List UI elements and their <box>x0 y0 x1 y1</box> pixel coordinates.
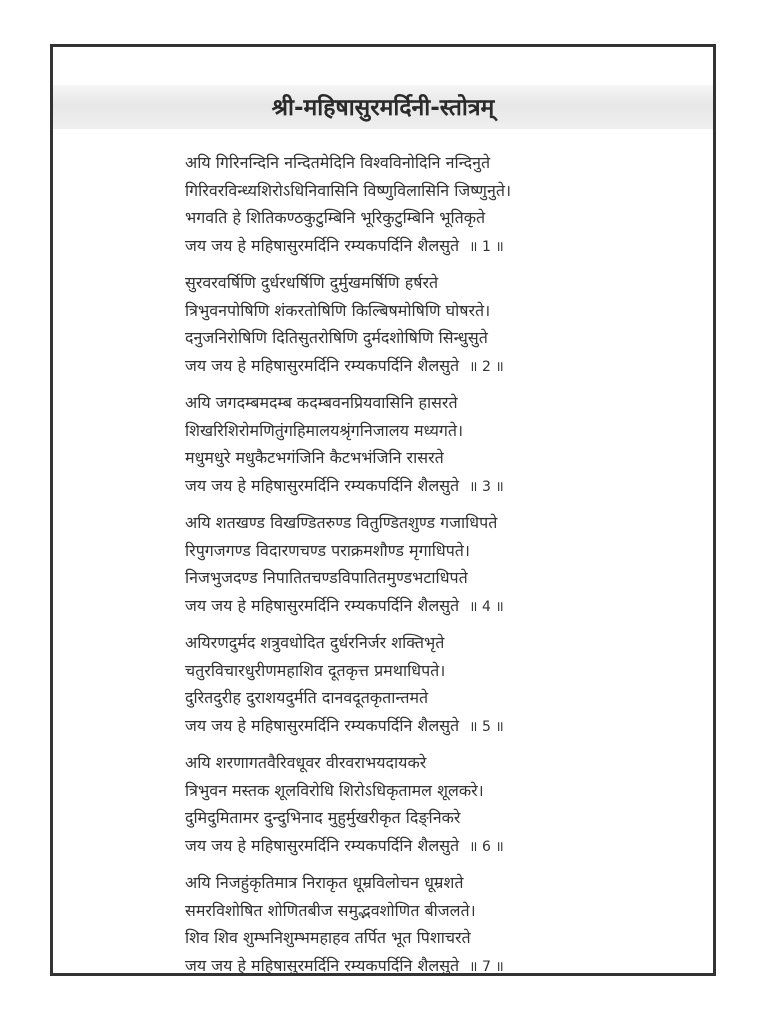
verse-line: त्रिभुवनपोषिणि शंकरतोषिणि किल्बिषमोषिणि घोषरते। <box>185 300 491 320</box>
verse-refrain-line <box>185 952 705 982</box>
verse-line: समरविशोषित शोणितबीज समुद्भवशोणित बीजलते। <box>185 900 476 920</box>
verse-line-text: जय जय हे महिषासुरमर्दिनि रम्यकपर्दिनि शैलसुते <box>185 235 460 255</box>
page-title: श्री-महिषासुरमर्दिनी-स्तोत्रम् <box>271 95 495 121</box>
verse-number: ॥ 5 ॥ <box>469 718 504 735</box>
verse-refrain-line <box>185 592 705 622</box>
verse-refrain-line <box>185 352 705 382</box>
verse-number: ॥ 2 ॥ <box>469 358 504 375</box>
verse-line: मधुमधुरे मधुकैटभगंजिनि कैटभभंजिनि रासरते <box>185 448 444 467</box>
verse-line-text: जय जय हे महिषासुरमर्दिनि रम्यकपर्दिनि शैलसुते <box>185 475 460 495</box>
verse-number: ॥ 6 ॥ <box>469 838 504 855</box>
verse-line-text: जय जय हे महिषासुरमर्दिनि रम्यकपर्दिनि शैलसुते <box>185 955 460 975</box>
verse-line: गिरिवरविन्ध्यशिरोऽधिनिवासिनि विष्णुविलासिनि जिष्णुनुते। <box>185 180 512 200</box>
verse-line: अयि निजहुंकृतिमात्र निराकृत धूम्रविलोचन धूम्रशते <box>185 873 464 892</box>
verse-line: सुरवरवर्षिणि दुर्धरधर्षिणि दुर्मुखमर्षिणि हर्षरते <box>185 273 439 292</box>
verse-number: ॥ 4 ॥ <box>469 598 504 615</box>
verse-line: भगवति हे शितिकण्ठकुटुम्बिनि भूरिकुटुम्बिनि भूतिकृते <box>185 208 486 227</box>
verse-line-text: जय जय हे महिषासुरमर्दिनि रम्यकपर्दिनि शैलसुते <box>185 715 460 735</box>
verse-line: अयि शतखण्ड विखण्डितरुण्ड वितुण्डितशुण्ड गजाधिपते <box>185 513 498 532</box>
verse-line: दनुजनिरोषिणि दितिसुतरोषिणि दुर्मदशोषिणि सिन्धुसुते <box>185 328 488 347</box>
verse-1 <box>185 149 705 261</box>
verse-list <box>185 149 705 989</box>
verse-number: ॥ 7 ॥ <box>469 958 504 975</box>
verse-6 <box>185 749 705 861</box>
verse-line: अयिरणदुर्मद शत्रुवधोदित दुर्धरनिर्जर शक्तिभृते <box>185 633 445 652</box>
verse-line-text: जय जय हे महिषासुरमर्दिनि रम्यकपर्दिनि शैलसुते <box>185 355 460 375</box>
verse-line: अयि जगदम्बमदम्ब कदम्बवनप्रियवासिनि हासरते <box>185 393 458 412</box>
verse-line: रिपुगजगण्ड विदारणचण्ड पराक्रमशौण्ड मृगाधिपते। <box>185 540 470 560</box>
verse-line: दुमिदुमितामर दुन्दुभिनाद मुहुर्मुखरीकृत दिङ्निकरे <box>185 808 461 827</box>
verse-line: शिखरिशिरोमणितुंगहिमालयश्रृंगनिजालय मध्यगते। <box>185 420 464 440</box>
verse-3 <box>185 389 705 501</box>
verse-line: शिव शिव शुम्भनिशुम्भमहाहव तर्पित भूत पिशाचरते <box>185 928 471 947</box>
verse-refrain-line <box>185 832 705 862</box>
verse-number: ॥ 1 ॥ <box>469 238 504 255</box>
verse-4 <box>185 509 705 621</box>
verse-5 <box>185 629 705 741</box>
verse-line: अयि गिरिनन्दिनि नन्दितमेदिनि विश्वविनोदिनि नन्दिनुते <box>185 153 491 172</box>
verse-2 <box>185 269 705 381</box>
verse-line: अयि शरणागतवैरिवधूवर वीरवराभयदायकरे <box>185 753 427 772</box>
verse-line-text: जय जय हे महिषासुरमर्दिनि रम्यकपर्दिनि शैलसुते <box>185 595 460 615</box>
verse-refrain-line <box>185 472 705 502</box>
verse-refrain-line <box>185 232 705 262</box>
verse-line: त्रिभुवन मस्तक शूलविरोधि शिरोऽधिकृतामल शूलकरे। <box>185 780 484 800</box>
verse-line: निजभुजदण्ड निपातितचण्डविपातितमुण्डभटाधिपते <box>185 568 468 587</box>
page-frame <box>50 44 716 976</box>
verse-number: ॥ 3 ॥ <box>469 478 504 495</box>
verse-line-text: जय जय हे महिषासुरमर्दिनि रम्यकपर्दिनि शैलसुते <box>185 835 460 855</box>
verse-7 <box>185 869 705 981</box>
verse-line: चतुरविचारधुरीणमहाशिव दूतकृत्त प्रमथाधिपते। <box>185 660 446 680</box>
verse-refrain-line <box>185 712 705 742</box>
verse-line: दुरितदुरीह दुराशयदुर्मति दानवदूतकृतान्तमते <box>185 688 429 707</box>
